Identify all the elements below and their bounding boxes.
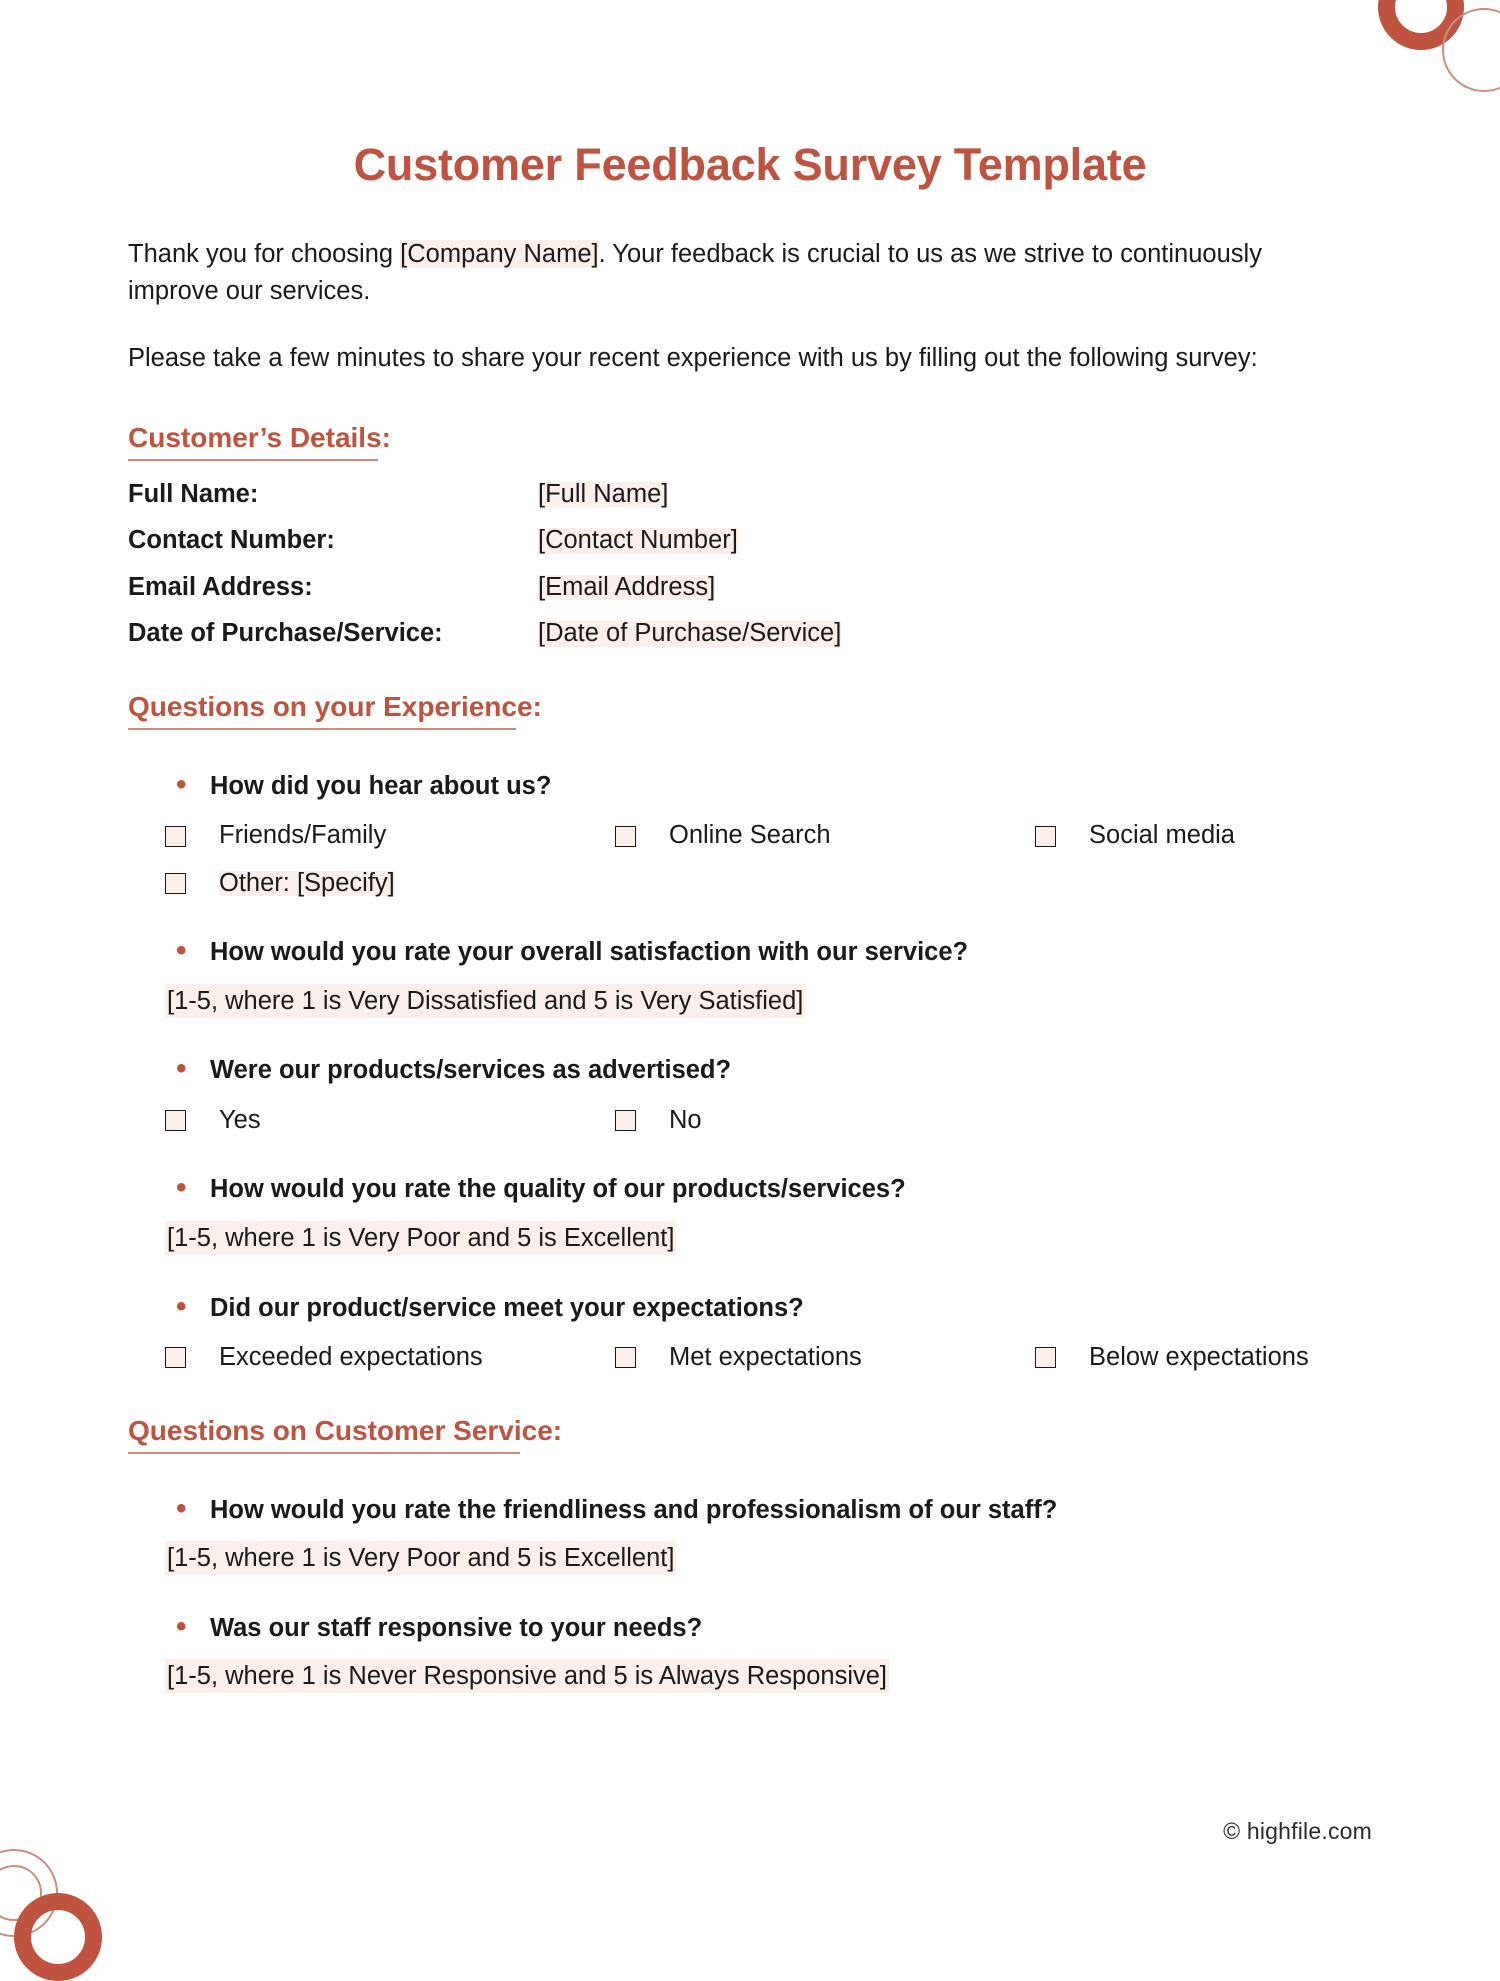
option-online-search[interactable] [615,823,1035,849]
question-staff-friendliness [128,1454,1372,1526]
detail-label-contact-number: Contact Number: [128,526,335,555]
intro-text-after: . Your feedback is crucial to us as we strive to continuously improve our services. [128,239,1262,306]
bullet-icon: • [176,1052,187,1086]
scale-note-text: [1-5, where 1 is Very Poor and 5 is Excellent] [165,1221,676,1255]
detail-row-email-address [128,554,1372,601]
scale-note-overall-satisfaction [128,968,1372,1015]
detail-label-email-address: Email Address: [128,572,313,601]
footer-copyright: © highfile.com [1223,1818,1372,1844]
detail-row-full-name [128,461,1372,508]
question-staff-responsive [128,1572,1372,1644]
detail-value-email-address[interactable]: [Email Address] [538,572,716,601]
scale-note-text: [1-5, where 1 is Very Poor and 5 is Excellent] [165,1541,676,1575]
option-label: No [669,1105,702,1134]
option-label: Exceeded expectations [219,1343,483,1372]
bullet-icon: • [176,1289,187,1323]
scale-note-text: [1-5, where 1 is Never Responsive and 5 is Always Responsive] [165,1659,889,1693]
checkbox-icon[interactable] [615,1347,636,1368]
section-customer-details [128,378,1372,461]
checkbox-icon[interactable] [1035,826,1056,847]
bullet-icon: • [176,1491,187,1525]
scale-note-quality-rating [128,1205,1372,1252]
question-text: How would you rate the quality of our products/services? [210,1175,906,1204]
section-heading-questions-experience: Questions on your Experience: [128,690,542,722]
option-label: Friends/Family [219,821,387,850]
intro-paragraph-1 [128,190,1338,311]
question-overall-satisfaction [128,896,1372,968]
section-heading-questions-customer-service: Questions on Customer Service: [128,1414,563,1446]
option-label: Other: [Specify] [219,868,395,897]
question-meet-expectations [128,1252,1372,1324]
checkbox-icon[interactable] [615,826,636,847]
bullet-icon: • [176,767,187,801]
checkbox-icon[interactable] [165,873,186,894]
option-below-expectations[interactable] [1035,1345,1372,1371]
question-text: Were our products/services as advertised? [210,1056,732,1085]
bullet-icon: • [176,1171,187,1205]
option-friends-family[interactable] [165,823,615,849]
section-questions-experience [128,647,1372,730]
option-met-expectations[interactable] [615,1345,1035,1371]
option-label: Social media [1089,821,1235,850]
section-heading-customer-details: Customer’s Details: [128,421,391,453]
section-questions-customer-service [128,1371,1372,1454]
option-yes[interactable] [165,1105,615,1134]
option-label: Met expectations [669,1343,862,1372]
detail-row-date-of-purchase [128,600,1372,647]
option-other-specify[interactable] [165,868,615,897]
checkbox-icon[interactable] [165,826,186,847]
options-row-meet-expectations [128,1323,1372,1371]
checkbox-icon[interactable] [165,1110,186,1131]
scale-note-text: [1-5, where 1 is Very Dissatisfied and 5 is Very Satisfied] [165,984,805,1018]
option-exceeded-expectations[interactable] [165,1345,615,1371]
detail-value-full-name[interactable]: [Full Name] [538,479,669,508]
checkbox-icon[interactable] [165,1347,186,1368]
company-name-placeholder: [Company Name] [400,239,599,268]
bullet-icon: • [176,934,187,968]
bullet-icon: • [176,1609,187,1643]
question-text: Did our product/service meet your expectations? [210,1293,804,1322]
options-row-how-did-you-hear-1 [128,801,1372,849]
question-text: How would you rate your overall satisfaction with our service? [210,938,969,967]
detail-value-date-of-purchase[interactable]: [Date of Purchase/Service] [538,619,842,648]
question-quality-rating [128,1133,1372,1205]
detail-value-contact-number[interactable]: [Contact Number] [538,526,738,555]
question-how-did-you-hear [128,730,1372,802]
question-text: Was our staff responsive to your needs? [210,1613,703,1642]
scale-note-staff-responsive [128,1643,1372,1690]
question-products-as-advertised [128,1014,1372,1086]
detail-row-contact-number [128,507,1372,554]
intro-text-before: Thank you for choosing [128,239,401,268]
page-title: Customer Feedback Survey Template [353,139,1147,190]
checkbox-icon[interactable] [615,1110,636,1131]
options-row-products-as-advertised [128,1086,1372,1134]
option-label: Below expectations [1089,1343,1309,1372]
checkbox-icon[interactable] [1035,1347,1056,1368]
question-text: How would you rate the friendliness and professionalism of our staff? [210,1495,1058,1524]
intro-paragraph-2: Please take a few minutes to share your recent experience with us by filling out the following survey: [128,343,1258,372]
detail-label-full-name: Full Name: [128,479,259,508]
option-social-media[interactable] [1035,823,1372,849]
options-row-how-did-you-hear-2 [128,849,1372,897]
option-label: Yes [219,1105,261,1134]
detail-label-date-of-purchase: Date of Purchase/Service: [128,619,443,648]
scale-note-staff-friendliness [128,1525,1372,1572]
question-text: How did you hear about us? [210,771,552,800]
option-label: Online Search [669,821,831,850]
option-no[interactable] [615,1105,1035,1134]
